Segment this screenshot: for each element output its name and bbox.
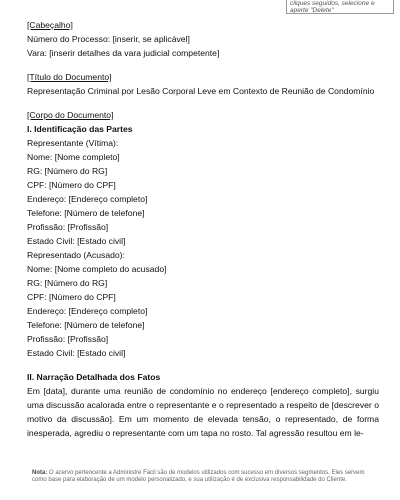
victim-civil-status: Estado Civil: [Estado civil] xyxy=(27,236,126,246)
accused-name: Nome: [Nome completo do acusado] xyxy=(27,264,167,274)
accused-profession: Profissão: [Profissão] xyxy=(27,334,109,344)
footer-note-text: O acervo pertencente a Administre Fácil são de modelos utilizados com sucesso em diversos segmentos. Eles servem como base para elaboração de um modelo personalizado, e sua utilização é de exclusiva responsabilidade do Cliente. xyxy=(32,470,365,483)
footer-note-label: Nota: xyxy=(32,470,48,476)
accused-cpf: CPF: [Número do CPF] xyxy=(27,292,116,302)
document-title: Representação Criminal por Lesão Corporal Leve em Contexto de Reunião de Condomínio xyxy=(27,86,375,96)
header-label: [Cabeçalho] xyxy=(27,20,73,30)
accused-rg: RG: [Número do RG] xyxy=(27,278,108,288)
facts-paragraph: Em [data], durante uma reunião de condomínio no endereço [endereço completo], surgiu uma discussão acalorada entre o representante e o representado a respeito de [descrever o motivo da discussão]. Em um momento de elevada tensão, o representado, de forma inesperada, agrediu o representante com um tapa no rosto. Tal agressão resultou em le- xyxy=(27,386,379,438)
victim-rg: RG: [Número do RG] xyxy=(27,166,108,176)
instruction-note: cliques seguidos, selecione e aperte "Delete" xyxy=(286,0,394,14)
title-label: [Título do Documento] xyxy=(27,72,112,82)
victim-address: Endereço: [Endereço completo] xyxy=(27,194,148,204)
victim-cpf: CPF: [Número do CPF] xyxy=(27,180,116,190)
document-body xyxy=(27,18,379,454)
section-heading-facts: II. Narração Detalhada dos Fatos xyxy=(27,372,161,382)
footer-note xyxy=(32,470,372,484)
victim-name: Nome: [Nome completo] xyxy=(27,152,120,162)
accused-heading: Representado (Acusado): xyxy=(27,250,125,260)
victim-phone: Telefone: [Número de telefone] xyxy=(27,208,145,218)
accused-address: Endereço: [Endereço completo] xyxy=(27,306,148,316)
victim-heading: Representante (Vítima): xyxy=(27,138,119,148)
accused-phone: Telefone: [Número de telefone] xyxy=(27,320,145,330)
accused-civil-status: Estado Civil: [Estado civil] xyxy=(27,348,126,358)
court: Vara: [inserir detalhes da vara judicial competente] xyxy=(27,48,220,58)
victim-profession: Profissão: [Profissão] xyxy=(27,222,109,232)
section-heading-parties: I. Identificação das Partes xyxy=(27,124,133,134)
body-label: [Corpo do Documento] xyxy=(27,110,114,120)
process-number: Número do Processo: [inserir, se aplicável] xyxy=(27,34,190,44)
